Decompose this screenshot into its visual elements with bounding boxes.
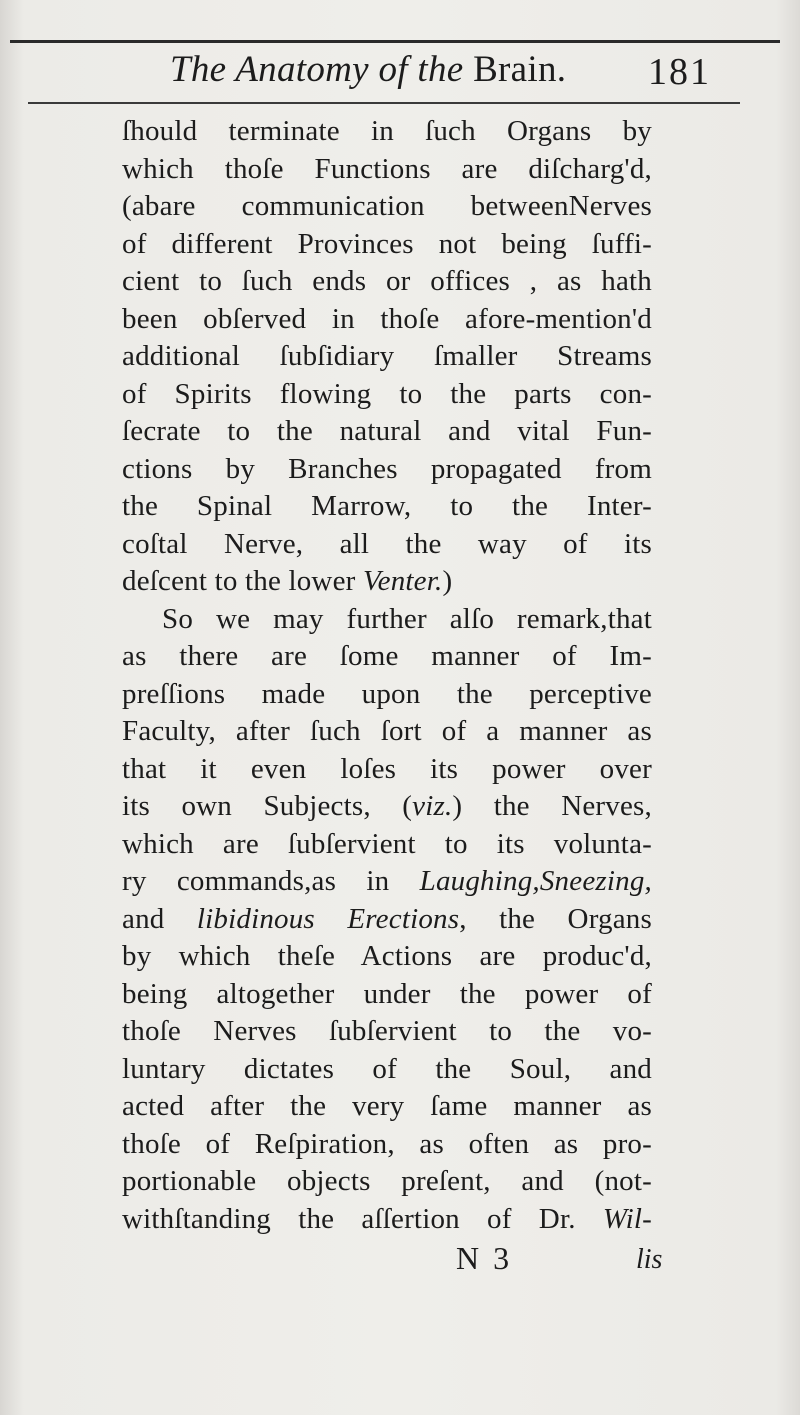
text-line — [122, 676, 652, 714]
top-rule — [10, 40, 780, 43]
text-line — [122, 863, 652, 901]
body-text — [122, 113, 652, 1238]
text-line-roman: ſecrate to the natural and vital Fun- — [122, 415, 652, 447]
text-line-italic: Venter. — [362, 565, 443, 597]
text-line-roman: been obſerved in thoſe afore-mention'd — [122, 302, 652, 335]
text-line-roman: being altogether under the power of — [122, 977, 652, 1010]
text-line — [122, 263, 652, 301]
text-line — [122, 826, 652, 864]
text-line-italic: libidinous Erections — [196, 902, 460, 935]
text-line-tail: ) — [442, 565, 453, 597]
text-line-roman: its own Subjects, ( — [122, 790, 413, 822]
text-line — [122, 1013, 652, 1051]
text-line-italic: Laughing,Sneezing, — [419, 865, 652, 897]
text-line — [122, 601, 652, 639]
text-line — [122, 751, 652, 789]
text-line-roman: (abare communication betweenNerves — [122, 190, 652, 222]
text-line-roman: as there are ſome manner of Im- — [122, 640, 652, 672]
text-line-roman: ſhould terminate in ſuch Organs by — [122, 115, 652, 147]
signature-mark: N 3 — [456, 1240, 513, 1276]
text-line — [122, 413, 652, 451]
text-line — [122, 376, 652, 414]
text-line-roman: additional ſubſidiary ſmaller Streams — [122, 340, 652, 372]
text-line-roman: the Spinal Marrow, to the Inter- — [122, 490, 652, 522]
text-line — [122, 526, 652, 564]
text-line — [122, 151, 652, 189]
catchword: lis — [636, 1244, 663, 1275]
page-number: 181 — [648, 51, 711, 93]
text-line-roman: acted after the very ſame manner as — [122, 1090, 652, 1122]
text-line-roman: thoſe Nerves ſubſervient to the vo- — [122, 1015, 652, 1047]
text-line-roman: withſtanding the aſſertion of Dr. — [122, 1202, 603, 1235]
text-line — [122, 1201, 652, 1239]
text-line-roman: which are ſubſervient to its volunta- — [122, 827, 652, 860]
text-line-roman: of Spirits flowing to the parts con- — [122, 377, 652, 410]
text-line-roman: by which theſe Actions are produc'd, — [122, 940, 652, 972]
text-line — [122, 451, 652, 489]
text-line-roman: Faculty, after ſuch ſort of a manner as — [122, 715, 652, 747]
text-line — [122, 976, 652, 1014]
text-line-roman: deſcent to the lower — [122, 565, 363, 597]
text-line-roman: thoſe of Reſpiration, as often as pro- — [122, 1127, 652, 1160]
text-line-tail: , the Organs — [459, 902, 652, 935]
text-line — [122, 1051, 652, 1089]
text-line — [122, 788, 652, 826]
running-head-roman: Brain. — [473, 49, 567, 90]
text-line — [122, 113, 652, 151]
text-line — [122, 338, 652, 376]
text-line — [122, 1126, 652, 1164]
text-line — [122, 1088, 652, 1126]
text-line — [122, 638, 652, 676]
running-head — [170, 44, 566, 96]
text-line-roman: portionable objects preſent, and (not- — [122, 1165, 652, 1197]
text-line — [122, 563, 652, 601]
text-line-roman: preſſions made upon the perceptive — [122, 677, 652, 710]
running-head-italic: The Anatomy of the — [170, 49, 464, 90]
text-line — [122, 226, 652, 264]
text-line — [122, 488, 652, 526]
header-rule — [28, 102, 740, 104]
text-line — [122, 301, 652, 339]
text-line-roman: ry commands,as in — [122, 865, 420, 897]
text-line — [122, 901, 652, 939]
text-line-italic: viz. — [412, 790, 453, 822]
text-line — [122, 938, 652, 976]
text-line-roman: So we may further alſo remark,that — [162, 602, 652, 635]
text-line — [122, 1163, 652, 1201]
text-line — [122, 188, 652, 226]
text-line-roman: that it even loſes its power over — [122, 752, 652, 785]
text-line — [122, 713, 652, 751]
text-line-roman: coſtal Nerve, all the way of its — [122, 527, 652, 560]
text-line-italic: Wil- — [602, 1202, 652, 1235]
text-line-roman: which thoſe Functions are diſcharg'd, — [122, 152, 652, 185]
text-line-roman: of different Provinces not being ſuffi- — [122, 227, 652, 260]
text-line-roman: luntary dictates of the Soul, and — [122, 1052, 652, 1085]
text-line-roman: ctions by Branches propagated from — [122, 452, 652, 485]
text-line-tail: ) the Nerves, — [452, 790, 652, 822]
text-line-roman: and — [122, 902, 197, 935]
text-line-roman: cient to ſuch ends or offices , as hath — [122, 265, 652, 297]
